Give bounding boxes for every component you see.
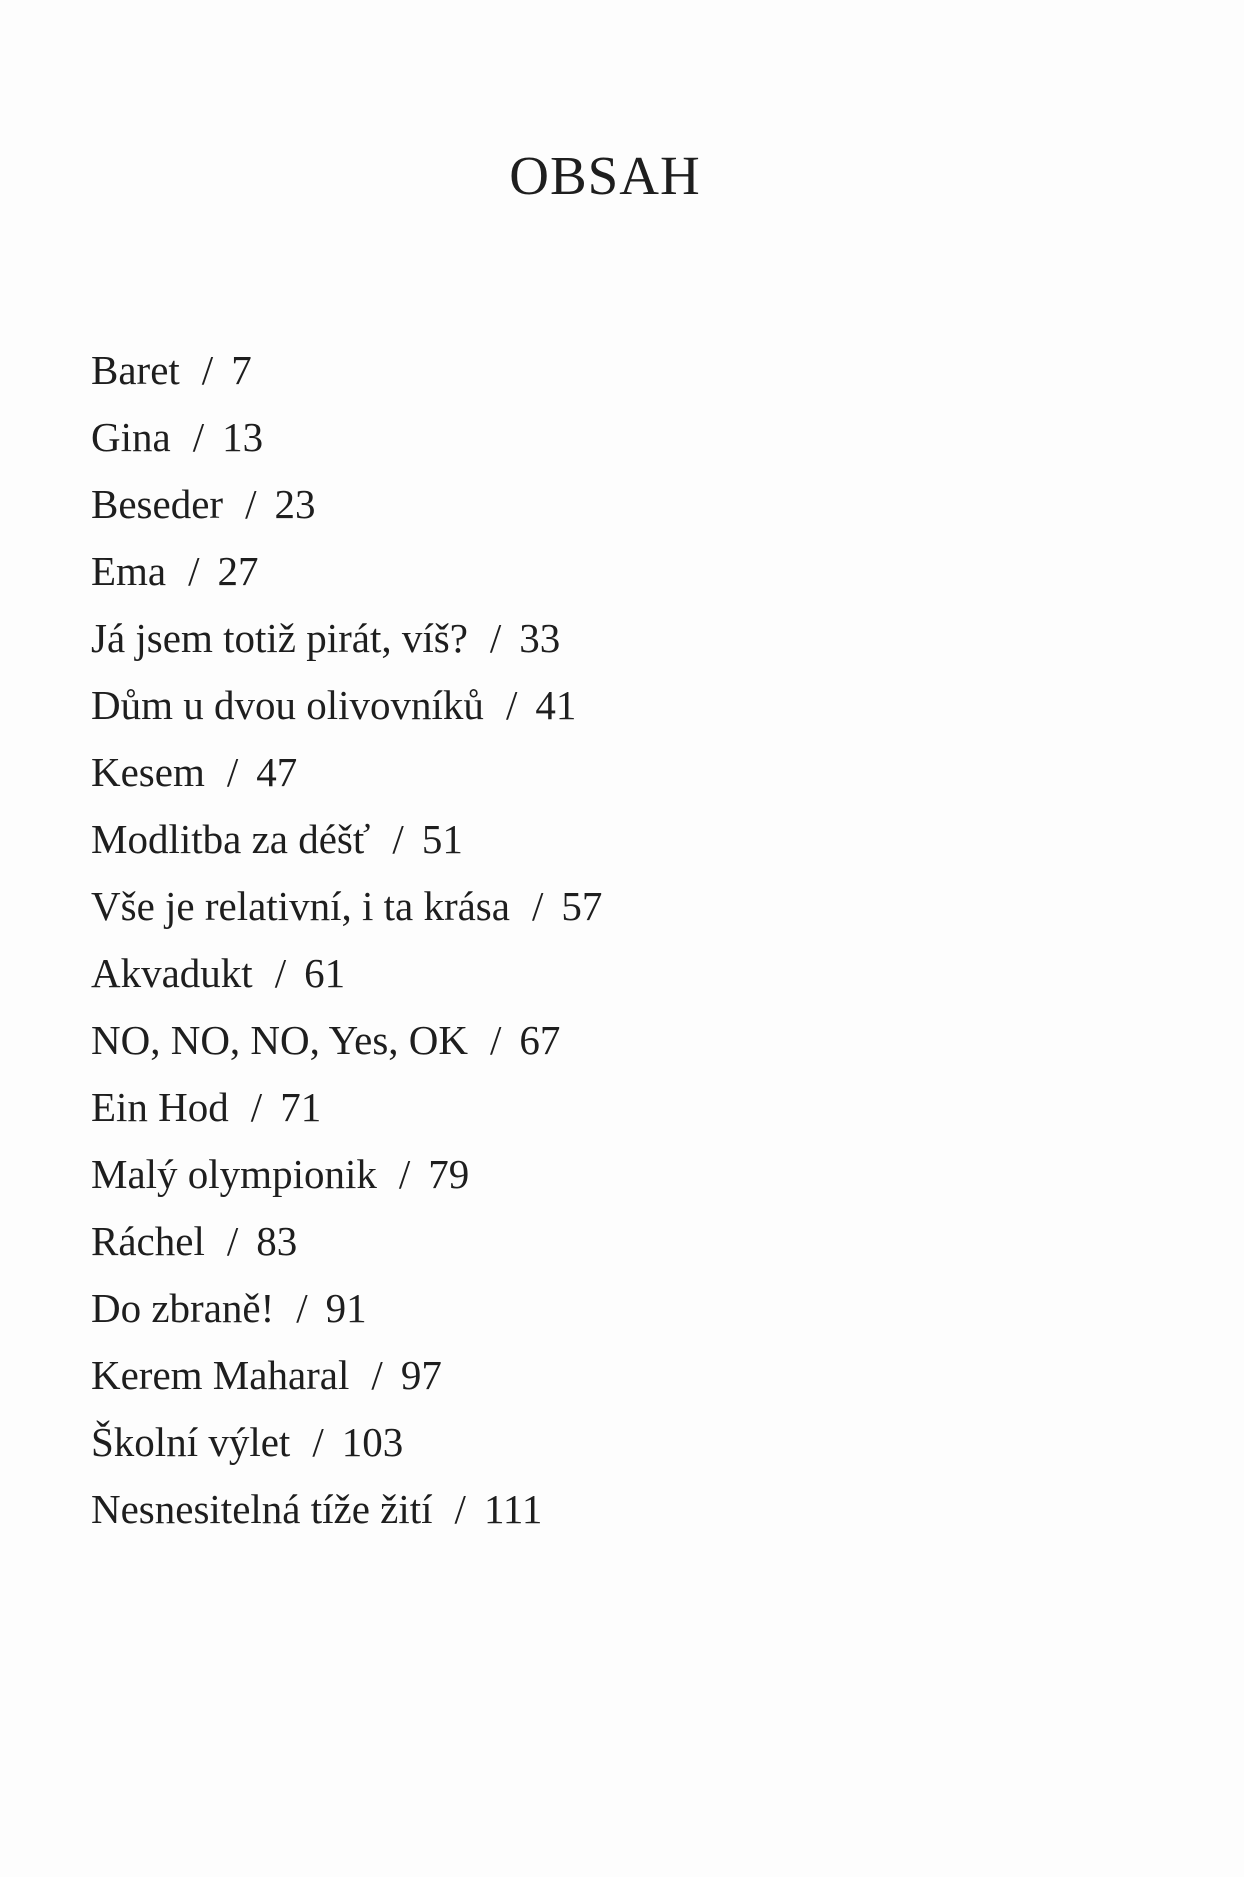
page-title: OBSAH — [509, 145, 701, 206]
toc-entry-title: Do zbraně! — [91, 1285, 275, 1331]
toc-entry — [91, 404, 602, 471]
toc-entry-title: Gina — [91, 414, 171, 460]
toc-entry-title: Vše je relativní, i ta krása — [91, 883, 510, 929]
toc-page-number: 61 — [304, 950, 346, 996]
toc-separator: / — [274, 950, 287, 996]
toc-separator: / — [250, 1084, 263, 1130]
toc-separator: / — [454, 1486, 466, 1532]
toc-separator: / — [398, 1151, 411, 1197]
toc-page-number: 91 — [325, 1285, 367, 1331]
toc-page-number: 71 — [280, 1084, 322, 1130]
toc-entry-title: Ema — [91, 548, 167, 594]
toc-entry — [91, 672, 602, 739]
toc-entry-title: Modlitba za déšť — [91, 816, 371, 862]
toc-page-number: 51 — [421, 816, 463, 862]
toc-entry — [91, 1074, 602, 1141]
toc-entry-title: Baret — [91, 347, 180, 393]
toc-entry — [91, 873, 602, 940]
toc-entry — [91, 1208, 602, 1275]
toc-page-number: 27 — [217, 548, 259, 594]
toc-entry — [91, 806, 602, 873]
toc-entry — [91, 337, 602, 404]
toc-entry-title: Akvadukt — [91, 950, 253, 996]
toc-page-number: 23 — [274, 481, 316, 527]
toc-separator: / — [226, 749, 239, 795]
toc-entry-title: Malý olympionik — [91, 1151, 377, 1197]
table-of-contents — [91, 337, 602, 1543]
toc-separator: / — [226, 1218, 239, 1264]
toc-separator: / — [192, 414, 205, 460]
toc-entry — [91, 1342, 602, 1409]
toc-entry-title: Ráchel — [91, 1218, 205, 1264]
toc-entry-title: Beseder — [91, 481, 224, 527]
toc-entry — [91, 1275, 602, 1342]
toc-separator: / — [371, 1352, 383, 1398]
toc-separator: / — [201, 347, 214, 393]
toc-page-number: 7 — [231, 347, 252, 393]
toc-entry-title: Kerem Maharal — [91, 1352, 350, 1398]
toc-page-number: 79 — [428, 1151, 470, 1197]
toc-entry-title: Kesem — [91, 749, 205, 795]
toc-separator: / — [245, 481, 257, 527]
toc-entry-title: NO, NO, NO, Yes, OK — [91, 1017, 469, 1063]
toc-separator: / — [489, 615, 502, 661]
toc-entry-title: Dům u dvou olivovníků — [91, 682, 484, 728]
toc-entry — [91, 605, 602, 672]
toc-entry-title: Já jsem totiž pirát, víš? — [91, 615, 468, 661]
toc-separator: / — [490, 1017, 502, 1063]
toc-entry-title: Nesnesitelná tíže žití — [91, 1486, 433, 1532]
toc-entry — [91, 1409, 602, 1476]
toc-page-number: 83 — [256, 1218, 298, 1264]
toc-separator: / — [505, 682, 518, 728]
toc-entry-title: Ein Hod — [91, 1084, 229, 1130]
toc-entry — [91, 471, 602, 538]
toc-separator: / — [296, 1285, 308, 1331]
toc-page-number: 97 — [400, 1352, 442, 1398]
toc-page-number: 13 — [222, 414, 264, 460]
toc-entry — [91, 739, 602, 806]
toc-page-number: 41 — [535, 682, 577, 728]
toc-separator: / — [392, 816, 404, 862]
toc-page-number: 67 — [519, 1017, 561, 1063]
toc-entry — [91, 538, 602, 605]
toc-page-number: 111 — [483, 1486, 543, 1532]
toc-separator: / — [188, 548, 200, 594]
toc-separator: / — [312, 1419, 324, 1465]
toc-page-number: 47 — [256, 749, 298, 795]
toc-entry — [91, 1476, 602, 1543]
toc-entry — [91, 940, 602, 1007]
toc-page-number: 33 — [519, 615, 561, 661]
toc-entry-title: Školní výlet — [91, 1419, 291, 1465]
toc-separator: / — [531, 883, 544, 929]
toc-entry — [91, 1007, 602, 1074]
toc-entry — [91, 1141, 602, 1208]
toc-page-number: 103 — [341, 1419, 404, 1465]
toc-page-number: 57 — [561, 883, 603, 929]
